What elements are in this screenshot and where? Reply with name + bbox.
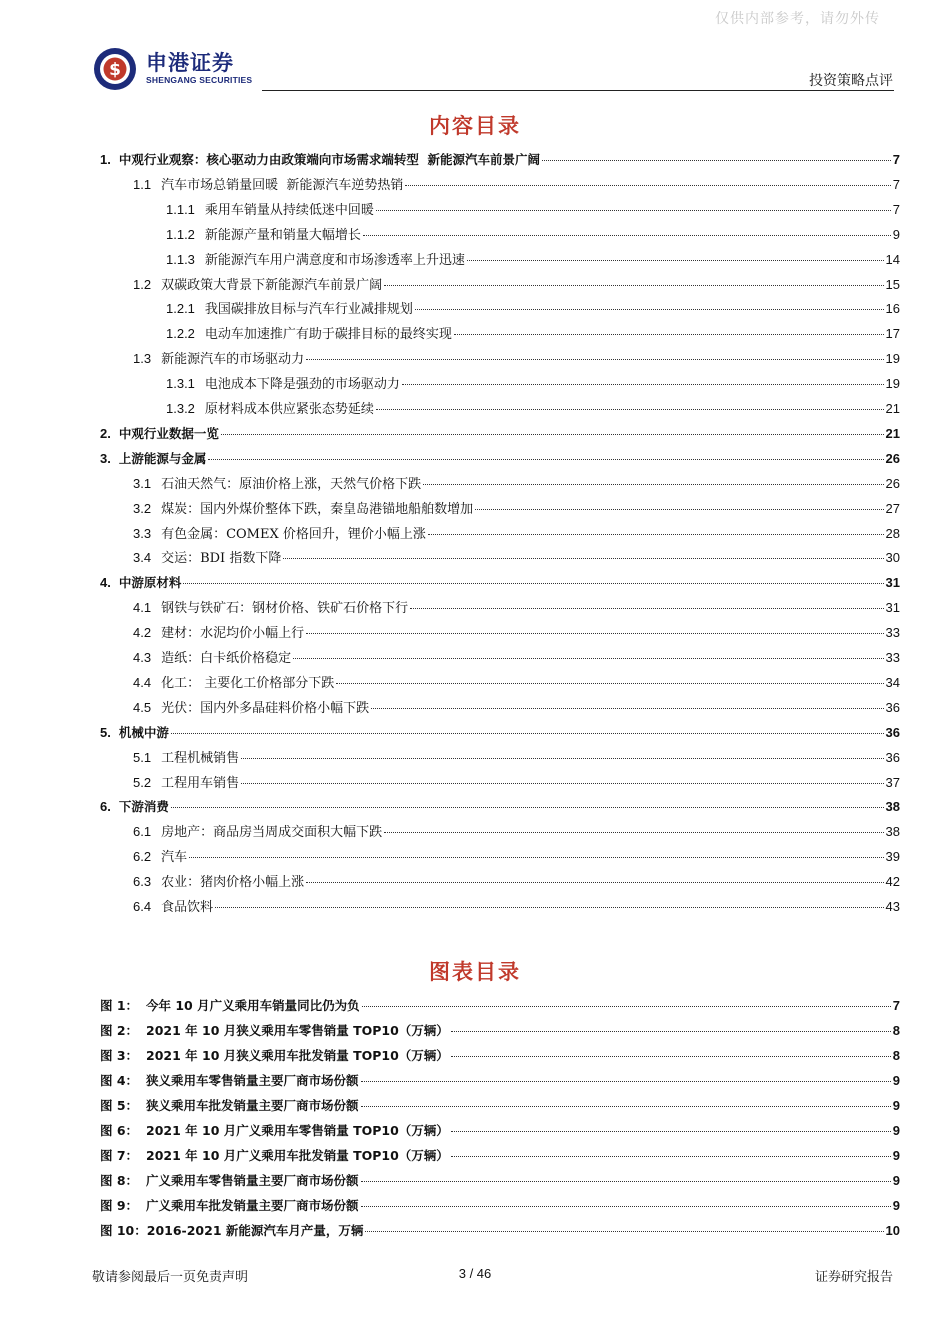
toc-entry-number: 1.2.2	[166, 326, 195, 342]
toc-entry-page: 19	[885, 376, 900, 392]
toc-leader	[306, 359, 883, 360]
toc-entry-title: 机械中游	[118, 724, 169, 740]
toc-entry-page: 33	[885, 625, 900, 641]
toc-entry-page: 36	[885, 749, 900, 765]
report-type: 投资策略点评	[809, 73, 893, 89]
figure-leader	[451, 1056, 891, 1057]
toc-entry[interactable]	[133, 275, 900, 295]
figures-title: 图表目录	[429, 959, 521, 984]
toc-entry[interactable]	[133, 623, 900, 643]
figure-entry-page: 10	[885, 1223, 900, 1238]
toc-entry-title: 建材：水泥均价小幅上行	[161, 626, 305, 642]
figure-entry-number: 图 8：	[100, 1173, 139, 1188]
toc-entry-title: 新能源产量和销量大幅增长	[204, 227, 361, 243]
brand-name: 申港证券	[146, 51, 234, 75]
figure-leader	[365, 1231, 883, 1232]
toc-entry-title: 造纸：白卡纸价格稳定	[161, 651, 292, 666]
toc-entry-number: 4.	[100, 575, 111, 591]
toc-entry-page: 26	[885, 450, 900, 466]
toc-entry[interactable]	[133, 499, 900, 519]
toc-entry-title: 新能源汽车用户满意度和市场渗透率上升迅速	[204, 252, 465, 268]
toc-entry[interactable]	[100, 573, 900, 593]
figure-leader	[361, 1106, 891, 1107]
figure-entry-number: 图 9：	[100, 1198, 139, 1213]
toc-entry[interactable]	[166, 399, 900, 419]
figure-entry-title: 2016-2021 新能源汽车月产量，万辆	[146, 1223, 364, 1238]
toc-entry-title: 原材料成本供应紧张态势延续	[204, 402, 374, 417]
figure-entry-title: 2021 年 10 月狭义乘用车零售销量 TOP10（万辆）	[146, 1023, 449, 1038]
toc-entry-page: 27	[885, 500, 900, 516]
toc-entry-title: 光伏：国内外多晶硅料价格小幅下跌	[161, 700, 370, 716]
toc-leader	[376, 210, 891, 211]
figure-entry-number: 图 4：	[100, 1073, 139, 1088]
toc-entry[interactable]	[133, 847, 900, 867]
toc-leader	[171, 733, 884, 734]
toc-leader	[402, 384, 884, 385]
toc-entry[interactable]	[133, 524, 900, 544]
toc-entry-number: 1.1.1	[166, 201, 195, 217]
figure-leader	[451, 1156, 891, 1157]
toc-entry[interactable]	[133, 474, 900, 494]
figure-entry[interactable]	[100, 1096, 900, 1116]
toc-leader	[415, 309, 884, 310]
logo-glyph: $	[109, 60, 121, 80]
toc-entry-number: 5.1	[133, 749, 152, 765]
toc-entry-number: 1.1.2	[166, 226, 195, 242]
toc-entry-number: 6.3	[133, 874, 152, 890]
toc-entry-page: 34	[885, 674, 900, 690]
brand-name-en: SHENGANG SECURITIES	[146, 75, 253, 85]
toc-leader	[428, 534, 884, 535]
toc-entry[interactable]	[100, 797, 900, 817]
toc-entry-title: 中观行业观察：核心驱动力由政策端向市场需求端转型 新能源汽车前景广阔	[118, 152, 541, 167]
contents-title: 内容目录	[429, 113, 521, 138]
toc-entry-title: 下游消费	[118, 799, 169, 815]
toc-entry-number: 1.1	[133, 176, 152, 192]
toc-entry-number: 4.3	[133, 650, 152, 665]
toc-entry[interactable]	[166, 200, 900, 220]
figure-leader	[451, 1031, 891, 1032]
figure-entry-title: 广义乘用车零售销量主要厂商市场份额	[146, 1173, 359, 1188]
figure-entry[interactable]	[100, 1071, 900, 1091]
toc-entry[interactable]	[133, 698, 900, 718]
toc-entry-number: 3.3	[133, 525, 152, 541]
toc-entry-number: 1.2	[133, 276, 152, 292]
toc-entry-title: 化工： 主要化工价格部分下跌	[161, 675, 335, 691]
figure-entry-title: 今年 10 月广义乘用车销量同比仍为负	[146, 998, 360, 1013]
toc-entry-title: 双碳政策大背景下新能源汽车前景广阔	[161, 277, 383, 293]
toc-entry-number: 6.2	[133, 849, 152, 865]
figure-entry[interactable]	[100, 1171, 900, 1191]
toc-entry-page: 26	[885, 475, 900, 491]
figure-entry-number: 图 5：	[100, 1098, 139, 1113]
toc-entry[interactable]	[133, 897, 900, 917]
toc-entry-number: 3.	[100, 450, 111, 466]
figure-leader	[361, 1206, 891, 1207]
toc-entry-title: 钢铁与铁矿石：钢材价格、铁矿石价格下行	[161, 601, 409, 617]
figure-entry-page: 8	[892, 1023, 900, 1038]
toc-entry-number: 1.3	[133, 351, 152, 367]
toc-entry-title: 新能源汽车的市场驱动力	[161, 352, 305, 368]
toc-entry-page: 36	[885, 724, 900, 740]
toc-entry-number: 4.5	[133, 699, 152, 715]
toc-entry-page: 14	[885, 251, 900, 267]
toc-entry-page: 7	[892, 152, 900, 167]
toc-entry-number: 5.	[100, 724, 111, 740]
toc-entry-page: 38	[885, 799, 900, 815]
figure-leader	[362, 1006, 891, 1007]
toc-entry-number: 2.	[100, 425, 111, 441]
toc-entry-page: 36	[885, 699, 900, 715]
toc-entry-page: 16	[885, 301, 900, 317]
figure-entry-title: 2021 年 10 月狭义乘用车批发销量 TOP10（万辆）	[146, 1048, 449, 1063]
toc-entry-page: 21	[885, 401, 900, 416]
toc-leader	[371, 708, 883, 709]
figure-leader	[361, 1081, 891, 1082]
toc-leader	[171, 807, 884, 808]
toc-entry-number: 6.	[100, 799, 111, 815]
figure-entry-number: 图 7：	[100, 1148, 139, 1163]
toc-entry-number: 4.4	[133, 674, 152, 690]
toc-entry-title: 工程用车销售	[161, 775, 240, 791]
figure-entry-page: 9	[892, 1173, 900, 1188]
toc-entry-number: 6.4	[133, 899, 152, 914]
figure-leader	[451, 1131, 891, 1132]
toc-leader	[306, 882, 883, 883]
toc-entry-title: 石油天然气：原油价格上涨，天然气价格下跌	[161, 476, 422, 492]
toc-leader	[363, 235, 891, 236]
toc-entry-title: 乘用车销量从持续低迷中回暖	[204, 202, 374, 218]
toc-entry[interactable]	[133, 349, 900, 369]
toc-entry-title: 有色金属：COMEX 价格回升，锂价小幅上涨	[161, 526, 426, 542]
toc-leader	[208, 459, 883, 460]
toc-leader	[241, 758, 883, 759]
toc-entry-number: 1.	[100, 152, 111, 167]
toc-leader	[376, 409, 884, 410]
toc-entry-page: 31	[885, 600, 900, 616]
toc-entry[interactable]	[133, 175, 900, 195]
toc-entry-number: 5.2	[133, 774, 152, 790]
logo-mark-icon	[92, 46, 138, 92]
toc-leader	[189, 857, 883, 858]
toc-entry-number: 3.2	[133, 500, 152, 516]
toc-leader	[542, 160, 891, 161]
toc-leader	[336, 683, 883, 684]
figure-entry-page: 9	[892, 1148, 900, 1163]
toc-entry-page: 39	[885, 849, 900, 865]
toc-leader	[384, 832, 883, 833]
toc-entry-title: 中观行业数据一览	[118, 425, 219, 441]
toc-leader	[475, 509, 883, 510]
toc-entry[interactable]	[166, 250, 900, 270]
toc-entry-title: 农业：猪肉价格小幅上涨	[161, 875, 305, 891]
toc-leader	[183, 583, 883, 584]
toc-entry-page: 30	[885, 550, 900, 566]
footer-report-label: 证券研究报告	[814, 1270, 893, 1285]
toc-entry-number: 3.4	[133, 550, 152, 566]
toc-leader	[454, 334, 884, 335]
toc-entry[interactable]	[166, 299, 900, 319]
figure-entry-page: 9	[892, 1198, 900, 1213]
toc-entry-page: 21	[885, 425, 900, 441]
toc-entry[interactable]	[166, 374, 900, 394]
figure-entry[interactable]	[100, 996, 900, 1016]
toc-entry-title: 工程机械销售	[161, 750, 240, 766]
figure-entry-title: 狭义乘用车零售销量主要厂商市场份额	[146, 1073, 359, 1088]
toc-entry[interactable]	[133, 673, 900, 693]
toc-entry-number: 1.3.2	[166, 401, 195, 416]
toc-entry-page: 42	[885, 874, 900, 890]
toc-entry[interactable]	[100, 150, 900, 170]
toc-entry[interactable]	[133, 822, 900, 842]
toc-entry-number: 4.2	[133, 625, 152, 641]
toc-entry-title: 我国碳排放目标与汽车行业减排规划	[204, 302, 413, 318]
toc-leader	[215, 907, 883, 908]
toc-entry-title: 房地产：商品房当周成交面积大幅下跌	[161, 825, 383, 841]
toc-leader	[241, 783, 883, 784]
toc-entry-title: 中游原材料	[118, 575, 182, 591]
toc-entry-title: 煤炭：国内外煤价整体下跌，秦皇岛港锚地船舶数增加	[161, 501, 474, 517]
toc-leader	[410, 608, 883, 609]
figure-entry-page: 9	[892, 1098, 900, 1113]
figure-entry-title: 2021 年 10 月广义乘用车零售销量 TOP10（万辆）	[146, 1123, 449, 1138]
toc-entry[interactable]	[133, 872, 900, 892]
footer-disclaimer: 敬请参阅最后一页免责声明	[92, 1270, 249, 1285]
figure-entry-number: 图 1：	[100, 998, 139, 1013]
toc-leader	[293, 658, 883, 659]
toc-leader	[384, 285, 883, 286]
toc-entry[interactable]	[166, 225, 900, 245]
toc-entry[interactable]	[100, 424, 900, 444]
toc-entry[interactable]	[166, 324, 900, 344]
toc-entry-page: 28	[885, 525, 900, 541]
figure-entry-title: 狭义乘用车批发销量主要厂商市场份额	[146, 1098, 359, 1113]
toc-entry-page: 15	[885, 276, 900, 292]
figure-entry-page: 8	[892, 1048, 900, 1063]
toc-entry[interactable]	[100, 723, 900, 743]
toc-entry-page: 33	[885, 650, 900, 665]
toc-entry-number: 3.1	[133, 475, 152, 491]
toc-entry-title: 电池成本下降是强劲的市场驱动力	[204, 377, 400, 393]
toc-entry-title: 电动车加速推广有助于碳排目标的最终实现	[204, 327, 452, 343]
figure-leader	[361, 1181, 891, 1182]
page-number: 3 / 46	[458, 1266, 492, 1281]
figure-entry[interactable]	[100, 1121, 900, 1141]
toc-leader	[467, 260, 884, 261]
toc-entry-title: 汽车市场总销量回暖 新能源汽车逆势热销	[161, 177, 404, 193]
toc-entry[interactable]	[133, 773, 900, 793]
toc-entry-number: 1.2.1	[166, 301, 195, 317]
figure-entry[interactable]	[100, 1146, 900, 1166]
toc-entry-page: 37	[885, 774, 900, 790]
figure-entry-title: 2021 年 10 月广义乘用车批发销量 TOP10（万辆）	[146, 1148, 449, 1163]
toc-entry-page: 9	[892, 226, 900, 242]
figure-entry-number: 图 10：	[100, 1223, 147, 1238]
toc-entry-title: 上游能源与金属	[118, 450, 207, 466]
figure-entry-page: 9	[892, 1073, 900, 1088]
toc-entry[interactable]	[133, 548, 900, 568]
toc-leader	[221, 434, 884, 435]
toc-entry-title: 汽车	[161, 850, 188, 866]
toc-leader	[423, 484, 883, 485]
figure-entry-page: 7	[892, 998, 900, 1013]
toc-entry-page: 31	[885, 575, 900, 591]
toc-entry-number: 1.1.3	[166, 251, 195, 267]
toc-entry-page: 19	[885, 351, 900, 367]
toc-entry-page: 38	[885, 824, 900, 840]
figure-entry-page: 9	[892, 1123, 900, 1138]
figure-entry-number: 图 3：	[100, 1048, 139, 1063]
toc-entry-number: 6.1	[133, 824, 152, 840]
toc-entry-page: 7	[892, 201, 900, 217]
toc-entry[interactable]	[133, 748, 900, 768]
toc-entry-number: 1.3.1	[166, 376, 195, 392]
toc-entry[interactable]	[100, 449, 900, 469]
brand-logo	[92, 46, 292, 90]
toc-entry-title: 交运：BDI 指数下降	[161, 551, 282, 567]
toc-leader	[405, 185, 890, 186]
toc-entry-title: 食品饮料	[161, 900, 214, 915]
toc-entry[interactable]	[133, 648, 900, 668]
figure-entry[interactable]	[100, 1046, 900, 1066]
figure-entry[interactable]	[100, 1221, 900, 1241]
figure-entry[interactable]	[100, 1196, 900, 1216]
figure-entry[interactable]	[100, 1021, 900, 1041]
figure-entry-number: 图 6：	[100, 1123, 139, 1138]
toc-entry-page: 43	[885, 899, 900, 914]
watermark: 仅供内部参考，请勿外传	[715, 11, 880, 27]
header-divider	[262, 90, 894, 91]
toc-entry-number: 4.1	[133, 600, 152, 616]
toc-entry-page: 17	[885, 326, 900, 342]
toc-entry-page: 7	[892, 176, 900, 192]
toc-leader	[306, 633, 883, 634]
toc-leader	[283, 558, 883, 559]
figure-entry-number: 图 2：	[100, 1023, 139, 1038]
figure-entry-title: 广义乘用车批发销量主要厂商市场份额	[146, 1198, 359, 1213]
toc-entry[interactable]	[133, 598, 900, 618]
